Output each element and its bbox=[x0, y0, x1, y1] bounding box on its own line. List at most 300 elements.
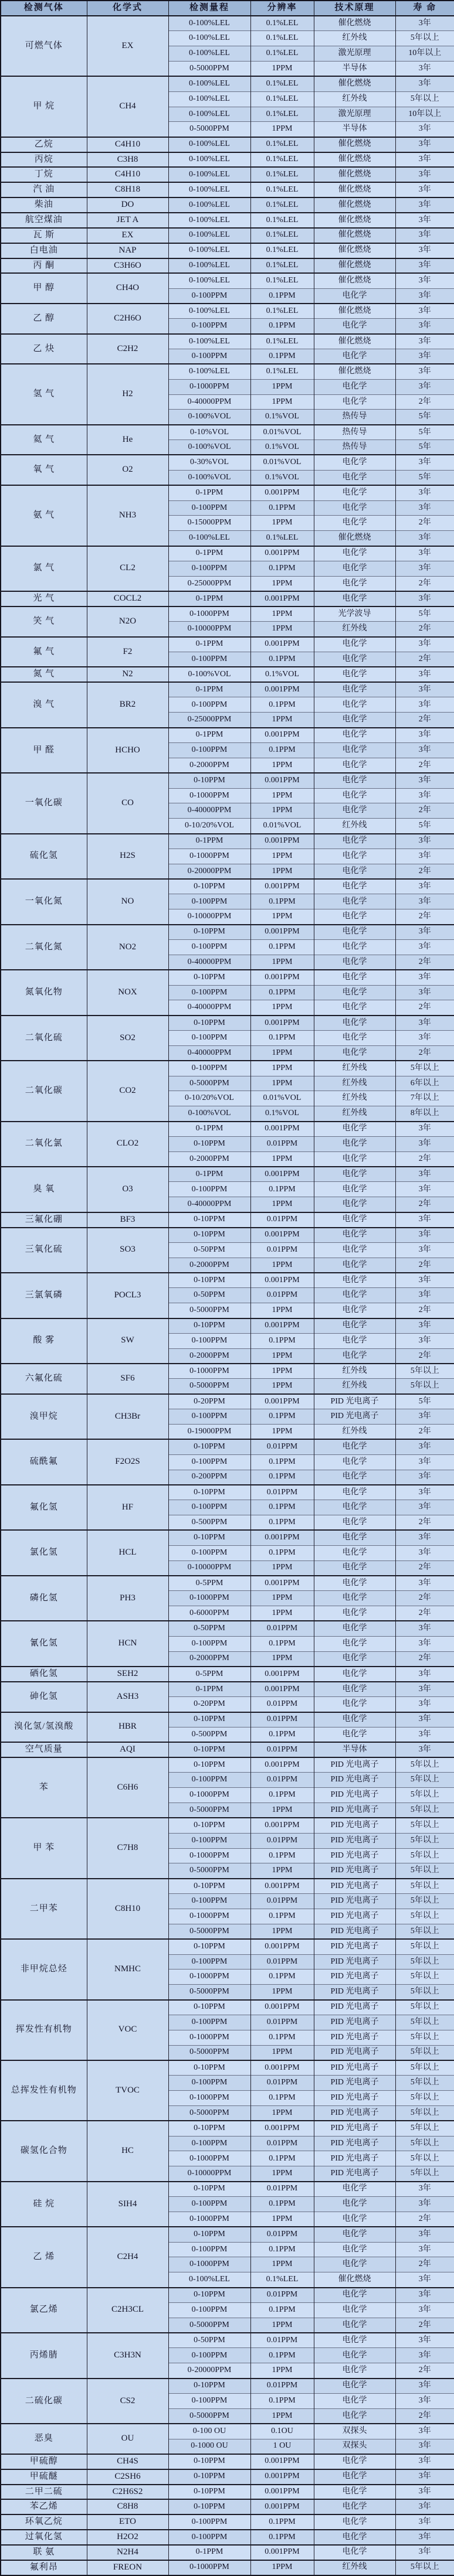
range-cell: 0-50PPM bbox=[168, 2333, 250, 2348]
lifespan-cell: 3年 bbox=[395, 334, 454, 349]
lifespan-cell: 5年 bbox=[395, 1394, 454, 1409]
principle-cell: 催化燃烧 bbox=[314, 2272, 395, 2288]
resolution-cell: 0.001PPM bbox=[250, 1667, 314, 1682]
principle-cell: 电化学 bbox=[314, 1515, 395, 1531]
lifespan-cell: 5年以上 bbox=[395, 2091, 454, 2106]
principle-cell: 电化学 bbox=[314, 1470, 395, 1485]
lifespan-cell: 5年以上 bbox=[395, 31, 454, 46]
lifespan-cell: 3年 bbox=[395, 288, 454, 304]
gas-name-cell: 氟 气 bbox=[1, 637, 87, 667]
resolution-cell: 0.1%LEL bbox=[250, 243, 314, 258]
range-cell: 0-10%VOL bbox=[168, 425, 250, 440]
range-cell: 0-10PPM bbox=[168, 1879, 250, 1894]
range-cell: 0-100PPM bbox=[168, 1773, 250, 1788]
gas-name-cell: 光 气 bbox=[1, 591, 87, 606]
resolution-cell: 1PPM bbox=[250, 1364, 314, 1379]
lifespan-cell: 5年 bbox=[395, 819, 454, 834]
gas-name-cell: 三氟化硼 bbox=[1, 1212, 87, 1228]
principle-cell: 电化学 bbox=[314, 1303, 395, 1318]
resolution-cell: 0.001PPM bbox=[250, 546, 314, 561]
range-cell: 0-100PPM bbox=[168, 561, 250, 576]
range-cell: 0-1PPM bbox=[168, 2545, 250, 2560]
range-cell: 0-5000PPM bbox=[168, 1803, 250, 1818]
resolution-cell: 1PPM bbox=[250, 394, 314, 410]
resolution-cell: 0.01PPM bbox=[250, 1621, 314, 1636]
gas-name-cell: 空气质量 bbox=[1, 1742, 87, 1757]
principle-cell: 电化学 bbox=[314, 1591, 395, 1606]
lifespan-cell: 2年 bbox=[395, 909, 454, 925]
principle-cell: 催化燃烧 bbox=[314, 243, 395, 258]
range-cell: 0-100%LEL bbox=[168, 152, 250, 168]
lifespan-cell: 5年以上 bbox=[395, 1773, 454, 1788]
lifespan-cell: 3年 bbox=[395, 1545, 454, 1560]
resolution-cell: 0.001PPM bbox=[250, 2000, 314, 2015]
lifespan-cell: 3年 bbox=[395, 682, 454, 697]
range-cell: 0-1PPM bbox=[168, 1167, 250, 1182]
lifespan-cell: 2年 bbox=[395, 1424, 454, 1439]
table-row bbox=[1, 182, 454, 197]
principle-cell: 催化燃烧 bbox=[314, 228, 395, 243]
chemical-formula-cell: JET A bbox=[87, 213, 168, 228]
lifespan-cell: 5年以上 bbox=[395, 2105, 454, 2121]
gas-name-cell: 硒化氢 bbox=[1, 1667, 87, 1682]
principle-cell: 电化学 bbox=[314, 1045, 395, 1061]
chemical-formula-cell: C6H6 bbox=[87, 1757, 168, 1818]
principle-cell: 电化学 bbox=[314, 288, 395, 304]
table-row bbox=[1, 304, 454, 319]
chemical-formula-cell: CS2 bbox=[87, 2379, 168, 2424]
range-cell: 0-100%VOL bbox=[168, 667, 250, 682]
lifespan-cell: 10年以上 bbox=[395, 46, 454, 62]
principle-cell: 电化学 bbox=[314, 1000, 395, 1016]
resolution-cell: 0.1PPM bbox=[250, 2242, 314, 2257]
lifespan-cell: 3年 bbox=[395, 213, 454, 228]
chemical-formula-cell: C2H6O bbox=[87, 304, 168, 334]
resolution-cell: 0.01PPM bbox=[250, 1485, 314, 1500]
chemical-formula-cell: C8H8 bbox=[87, 2499, 168, 2514]
chemical-formula-cell: FREON bbox=[87, 2560, 168, 2575]
resolution-cell: 0.1%LEL bbox=[250, 228, 314, 243]
gas-name-cell: 氯化氢 bbox=[1, 1530, 87, 1576]
range-cell: 0-100PPM bbox=[168, 1545, 250, 1560]
principle-cell: 催化燃烧 bbox=[314, 137, 395, 152]
principle-cell: 电化学 bbox=[314, 2530, 395, 2545]
lifespan-cell: 3年 bbox=[395, 16, 454, 31]
principle-cell: PID 光电离子 bbox=[314, 1879, 395, 1894]
principle-cell: 电化学 bbox=[314, 985, 395, 1000]
principle-cell: 电化学 bbox=[314, 349, 395, 364]
lifespan-cell: 2年 bbox=[395, 1560, 454, 1576]
chemical-formula-cell: C2H4 bbox=[87, 2227, 168, 2287]
gas-name-cell: 甲 烷 bbox=[1, 76, 87, 137]
lifespan-cell: 5年 bbox=[395, 425, 454, 440]
principle-cell: 电化学 bbox=[314, 2242, 395, 2257]
chemical-formula-cell: HBR bbox=[87, 1712, 168, 1743]
table-row bbox=[1, 197, 454, 213]
range-cell: 0-10PPM bbox=[168, 1212, 250, 1228]
lifespan-cell: 3年 bbox=[395, 1182, 454, 1197]
range-cell: 0-100%LEL bbox=[168, 304, 250, 319]
lifespan-cell: 2年 bbox=[395, 955, 454, 970]
table-row bbox=[1, 2424, 454, 2439]
table-row bbox=[1, 2469, 454, 2485]
resolution-cell: 1PPM bbox=[250, 2257, 314, 2272]
lifespan-cell: 2年 bbox=[395, 1045, 454, 1061]
chemical-formula-cell: DO bbox=[87, 197, 168, 213]
resolution-cell: 1PPM bbox=[250, 713, 314, 728]
chemical-formula-cell: C3H6O bbox=[87, 258, 168, 274]
table-row bbox=[1, 970, 454, 985]
resolution-cell: 0.001PPM bbox=[250, 682, 314, 697]
chemical-formula-cell: BF3 bbox=[87, 1212, 168, 1228]
resolution-cell: 0.1PPM bbox=[250, 561, 314, 576]
lifespan-cell: 3年 bbox=[395, 197, 454, 213]
resolution-cell: 0.1PPM bbox=[250, 2302, 314, 2318]
gas-name-cell: 硅 烷 bbox=[1, 2182, 87, 2227]
lifespan-cell: 3年 bbox=[395, 2439, 454, 2454]
principle-cell: 电化学 bbox=[314, 1500, 395, 1515]
principle-cell: 红外线 bbox=[314, 1364, 395, 1379]
chemical-formula-cell: NOX bbox=[87, 970, 168, 1016]
gas-name-cell: 乙 烯 bbox=[1, 2227, 87, 2287]
lifespan-cell: 2年 bbox=[395, 713, 454, 728]
resolution-cell: 1PPM bbox=[250, 1076, 314, 1091]
lifespan-cell: 2年 bbox=[395, 1651, 454, 1667]
lifespan-cell: 3年 bbox=[395, 667, 454, 682]
gas-name-cell: 三氯氧磷 bbox=[1, 1273, 87, 1318]
principle-cell: 电化学 bbox=[314, 894, 395, 909]
range-cell: 0-100PPM bbox=[168, 500, 250, 516]
lifespan-cell: 3年 bbox=[395, 1167, 454, 1182]
range-cell: 0-100PPM bbox=[168, 2393, 250, 2408]
resolution-cell: 1PPM bbox=[250, 122, 314, 137]
resolution-cell: 0.01PPM bbox=[250, 1212, 314, 1228]
range-cell: 0-100%LEL bbox=[168, 531, 250, 546]
range-cell: 0-1PPM bbox=[168, 637, 250, 652]
resolution-cell: 0.001PPM bbox=[250, 773, 314, 788]
resolution-cell: 0.001PPM bbox=[250, 834, 314, 849]
gas-name-cell: 氮 气 bbox=[1, 667, 87, 682]
range-cell: 0-20PPM bbox=[168, 1394, 250, 1409]
resolution-cell: 1PPM bbox=[250, 1985, 314, 2000]
resolution-cell: 0.1PPM bbox=[250, 1515, 314, 1531]
resolution-cell: 1PPM bbox=[250, 955, 314, 970]
principle-cell: 电化学 bbox=[314, 1333, 395, 1348]
chemical-formula-cell: SW bbox=[87, 1318, 168, 1364]
principle-cell: 红外线 bbox=[314, 31, 395, 46]
resolution-cell: 0.1%LEL bbox=[250, 167, 314, 182]
resolution-cell: 0.001PPM bbox=[250, 1122, 314, 1137]
table-row bbox=[1, 16, 454, 31]
range-cell: 0-5000PPM bbox=[168, 2045, 250, 2060]
lifespan-cell: 3年 bbox=[395, 167, 454, 182]
principle-cell: PID 光电离子 bbox=[314, 1939, 395, 1954]
range-cell: 0-2000PPM bbox=[168, 1258, 250, 1273]
gas-name-cell: 恶臭 bbox=[1, 2424, 87, 2454]
range-cell: 0-100%LEL bbox=[168, 273, 250, 288]
resolution-cell: 0.001PPM bbox=[250, 1273, 314, 1288]
resolution-cell: 0.1PPM bbox=[250, 697, 314, 713]
gas-name-cell: 苯 bbox=[1, 1757, 87, 1818]
range-cell: 0-10PPM bbox=[168, 2227, 250, 2242]
lifespan-cell: 3年 bbox=[395, 879, 454, 894]
lifespan-cell: 3年 bbox=[395, 1485, 454, 1500]
lifespan-cell: 2年 bbox=[395, 1197, 454, 1212]
resolution-cell: 0.1%LEL bbox=[250, 152, 314, 168]
range-cell: 0-10PPM bbox=[168, 1016, 250, 1031]
lifespan-cell: 5年以上 bbox=[395, 1970, 454, 1985]
principle-cell: 电化学 bbox=[314, 1439, 395, 1454]
resolution-cell: 0.1PPM bbox=[250, 1333, 314, 1348]
principle-cell: 电化学 bbox=[314, 516, 395, 531]
resolution-cell: 0.1%LEL bbox=[250, 107, 314, 122]
principle-cell: 电化学 bbox=[314, 1151, 395, 1167]
range-cell: 0-10PPM bbox=[168, 1939, 250, 1954]
gas-name-cell: 氰化氢 bbox=[1, 1621, 87, 1667]
principle-cell: 电化学 bbox=[314, 2318, 395, 2333]
chemical-formula-cell: NAP bbox=[87, 243, 168, 258]
resolution-cell: 1PPM bbox=[250, 1061, 314, 1076]
chemical-formula-cell: He bbox=[87, 425, 168, 455]
resolution-cell: 0.001PPM bbox=[250, 1576, 314, 1591]
resolution-cell: 1PPM bbox=[250, 864, 314, 879]
gas-name-cell: 甲 醛 bbox=[1, 728, 87, 774]
principle-cell: 电化学 bbox=[314, 2363, 395, 2379]
resolution-cell: 1PPM bbox=[250, 379, 314, 394]
range-cell: 0-100%LEL bbox=[168, 107, 250, 122]
resolution-cell: 0.1PPM bbox=[250, 985, 314, 1000]
table-row bbox=[1, 2060, 454, 2076]
gas-name-cell: 乙 醇 bbox=[1, 304, 87, 334]
gas-name-cell: 六氟化硫 bbox=[1, 1364, 87, 1394]
range-cell: 0-10PPM bbox=[168, 2060, 250, 2076]
resolution-cell: 0.01PPM bbox=[250, 1742, 314, 1757]
table-row bbox=[1, 1576, 454, 1591]
range-cell: 0-1000PPM bbox=[168, 2091, 250, 2106]
lifespan-cell: 2年 bbox=[395, 864, 454, 879]
range-cell: 0-100PPM bbox=[168, 2530, 250, 2545]
lifespan-cell: 3年 bbox=[395, 939, 454, 955]
principle-cell: 电化学 bbox=[314, 1636, 395, 1651]
chemical-formula-cell: SO3 bbox=[87, 1228, 168, 1273]
principle-cell: 电化学 bbox=[314, 2408, 395, 2424]
range-cell: 0-15000PPM bbox=[168, 516, 250, 531]
gas-name-cell: 航空煤油 bbox=[1, 213, 87, 228]
resolution-cell: 0.01%VOL bbox=[250, 1091, 314, 1106]
table-row bbox=[1, 1682, 454, 1697]
resolution-cell: 0.01PPM bbox=[250, 2136, 314, 2151]
resolution-cell: 0.1PPM bbox=[250, 1970, 314, 1985]
range-cell: 0-100%VOL bbox=[168, 1106, 250, 1122]
range-cell: 0-10PPM bbox=[168, 1530, 250, 1545]
lifespan-cell: 2年 bbox=[395, 2318, 454, 2333]
resolution-cell: 0.1PPM bbox=[250, 2030, 314, 2045]
gas-name-cell: 二氧化氯 bbox=[1, 1122, 87, 1167]
lifespan-cell: 3年 bbox=[395, 1273, 454, 1288]
lifespan-cell: 5年以上 bbox=[395, 1757, 454, 1773]
resolution-cell: 0.1PPM bbox=[250, 1470, 314, 1485]
table-row bbox=[1, 273, 454, 288]
lifespan-cell: 3年 bbox=[395, 2348, 454, 2363]
range-cell: 0-100%LEL bbox=[168, 167, 250, 182]
table-row bbox=[1, 682, 454, 697]
range-cell: 0-1000PPM bbox=[168, 1364, 250, 1379]
range-cell: 0-100PPM bbox=[168, 1833, 250, 1848]
table-row bbox=[1, 2379, 454, 2394]
resolution-cell: 1PPM bbox=[250, 576, 314, 591]
table-row bbox=[1, 2121, 454, 2136]
gas-name-cell: 溴甲烷 bbox=[1, 1394, 87, 1440]
chemical-formula-cell: N2 bbox=[87, 667, 168, 682]
lifespan-cell: 3年 bbox=[395, 137, 454, 152]
lifespan-cell: 3年 bbox=[395, 1136, 454, 1151]
table-row bbox=[1, 1122, 454, 1137]
chemical-formula-cell: N2H4 bbox=[87, 2545, 168, 2560]
table-row bbox=[1, 258, 454, 274]
chemical-formula-cell: CH4S bbox=[87, 2454, 168, 2469]
table-row bbox=[1, 2514, 454, 2530]
table-row bbox=[1, 1757, 454, 1773]
lifespan-cell: 5年以上 bbox=[395, 91, 454, 107]
table-row bbox=[1, 2499, 454, 2514]
range-cell: 0-1000PPM bbox=[168, 849, 250, 864]
lifespan-cell: 3年 bbox=[395, 1016, 454, 1031]
range-cell: 0-1PPM bbox=[168, 834, 250, 849]
principle-cell: 催化燃烧 bbox=[314, 76, 395, 91]
lifespan-cell: 3年 bbox=[395, 1682, 454, 1697]
chemical-formula-cell: SO2 bbox=[87, 1016, 168, 1061]
gas-name-cell: 丁烷 bbox=[1, 167, 87, 182]
col-header-range: 检测量程 bbox=[168, 1, 250, 16]
resolution-cell: 1PPM bbox=[250, 1348, 314, 1364]
gas-name-cell: 臭 氧 bbox=[1, 1167, 87, 1212]
range-cell: 0-100%VOL bbox=[168, 470, 250, 485]
resolution-cell: 1PPM bbox=[250, 2363, 314, 2379]
range-cell: 0-1000PPM bbox=[168, 1848, 250, 1863]
range-cell: 0-10000PPM bbox=[168, 909, 250, 925]
chemical-formula-cell: NMHC bbox=[87, 1939, 168, 1999]
resolution-cell: 1PPM bbox=[250, 2318, 314, 2333]
range-cell: 0-10PPM bbox=[168, 1742, 250, 1757]
resolution-cell: 1PPM bbox=[250, 1424, 314, 1439]
lifespan-cell: 3年 bbox=[395, 273, 454, 288]
col-header-resolution: 分辨率 bbox=[250, 1, 314, 16]
principle-cell: 电化学 bbox=[314, 1560, 395, 1576]
principle-cell: 半导体 bbox=[314, 1742, 395, 1757]
lifespan-cell: 3年 bbox=[395, 849, 454, 864]
lifespan-cell: 3年 bbox=[395, 1470, 454, 1485]
principle-cell: 电化学 bbox=[314, 667, 395, 682]
chemical-formula-cell: O2 bbox=[87, 455, 168, 485]
lifespan-cell: 2年 bbox=[395, 394, 454, 410]
chemical-formula-cell: EX bbox=[87, 16, 168, 76]
range-cell: 0-10PPM bbox=[168, 2182, 250, 2197]
lifespan-cell: 3年 bbox=[395, 1318, 454, 1334]
lifespan-cell: 3年 bbox=[395, 2514, 454, 2530]
lifespan-cell: 3年 bbox=[395, 2379, 454, 2394]
resolution-cell: 0.1%LEL bbox=[250, 137, 314, 152]
range-cell: 0-10/20%VOL bbox=[168, 1091, 250, 1106]
lifespan-cell: 3年 bbox=[395, 228, 454, 243]
principle-cell: 红外线 bbox=[314, 1076, 395, 1091]
table-row bbox=[1, 834, 454, 849]
principle-cell: 电化学 bbox=[314, 773, 395, 788]
principle-cell: 电化学 bbox=[314, 2499, 395, 2514]
principle-cell: 电化学 bbox=[314, 2485, 395, 2500]
principle-cell: 电化学 bbox=[314, 394, 395, 410]
principle-cell: PID 光电离子 bbox=[314, 2045, 395, 2060]
range-cell: 0-1PPM bbox=[168, 546, 250, 561]
principle-cell: 电化学 bbox=[314, 1031, 395, 1046]
resolution-cell: 0.1PPM bbox=[250, 349, 314, 364]
resolution-cell: 1PPM bbox=[250, 516, 314, 531]
principle-cell: 电化学 bbox=[314, 2197, 395, 2212]
principle-cell: 催化燃烧 bbox=[314, 334, 395, 349]
resolution-cell: 0.001PPM bbox=[250, 1228, 314, 1243]
chemical-formula-cell: TVOC bbox=[87, 2060, 168, 2121]
range-cell: 0-1000PPM bbox=[168, 788, 250, 803]
range-cell: 0-100PPM bbox=[168, 2015, 250, 2030]
lifespan-cell: 3年 bbox=[395, 2288, 454, 2303]
principle-cell: 电化学 bbox=[314, 1545, 395, 1560]
lifespan-cell: 5年 bbox=[395, 440, 454, 455]
principle-cell: 红外线 bbox=[314, 1424, 395, 1439]
range-cell: 0-40000PPM bbox=[168, 955, 250, 970]
chemical-formula-cell: OU bbox=[87, 2424, 168, 2454]
chemical-formula-cell: C2H6S2 bbox=[87, 2485, 168, 2500]
chemical-formula-cell: F2 bbox=[87, 637, 168, 667]
table-row bbox=[1, 334, 454, 349]
range-cell: 0-1000PPM bbox=[168, 2030, 250, 2045]
lifespan-cell: 3年 bbox=[395, 637, 454, 652]
range-cell: 0-100PPM bbox=[168, 1182, 250, 1197]
chemical-formula-cell: HCL bbox=[87, 1530, 168, 1576]
lifespan-cell: 3年 bbox=[395, 834, 454, 849]
principle-cell: PID 光电离子 bbox=[314, 1757, 395, 1773]
resolution-cell: 0.001PPM bbox=[250, 2469, 314, 2485]
lifespan-cell: 5年 bbox=[395, 410, 454, 425]
principle-cell: 电化学 bbox=[314, 1136, 395, 1151]
principle-cell: PID 光电离子 bbox=[314, 2105, 395, 2121]
table-row bbox=[1, 925, 454, 940]
lifespan-cell: 5年以上 bbox=[395, 2030, 454, 2045]
resolution-cell: 0.01PPM bbox=[250, 1242, 314, 1258]
range-cell: 0-1000PPM bbox=[168, 2212, 250, 2227]
range-cell: 0-10000PPM bbox=[168, 1560, 250, 1576]
range-cell: 0-10PPM bbox=[168, 1757, 250, 1773]
chemical-formula-cell: SEH2 bbox=[87, 1667, 168, 1682]
table-row bbox=[1, 546, 454, 561]
resolution-cell: 0.1%VOL bbox=[250, 470, 314, 485]
range-cell: 0-40000PPM bbox=[168, 1045, 250, 1061]
resolution-cell: 0.1PPM bbox=[250, 652, 314, 667]
range-cell: 0-10PPM bbox=[168, 2485, 250, 2500]
principle-cell: 电化学 bbox=[314, 864, 395, 879]
lifespan-cell: 5年以上 bbox=[395, 2045, 454, 2060]
range-cell: 0-100PPM bbox=[168, 319, 250, 334]
principle-cell: 电化学 bbox=[314, 1348, 395, 1364]
range-cell: 0-100PPM bbox=[168, 349, 250, 364]
resolution-cell: 0.1%LEL bbox=[250, 46, 314, 62]
principle-cell: 电化学 bbox=[314, 1273, 395, 1288]
range-cell: 0-100PPM bbox=[168, 1031, 250, 1046]
resolution-cell: 0.001PPM bbox=[250, 591, 314, 606]
table-row bbox=[1, 1530, 454, 1545]
table-row bbox=[1, 591, 454, 606]
gas-name-cell: 丙烷 bbox=[1, 152, 87, 168]
lifespan-cell: 2年 bbox=[395, 652, 454, 667]
resolution-cell: 0.001PPM bbox=[250, 2499, 314, 2514]
